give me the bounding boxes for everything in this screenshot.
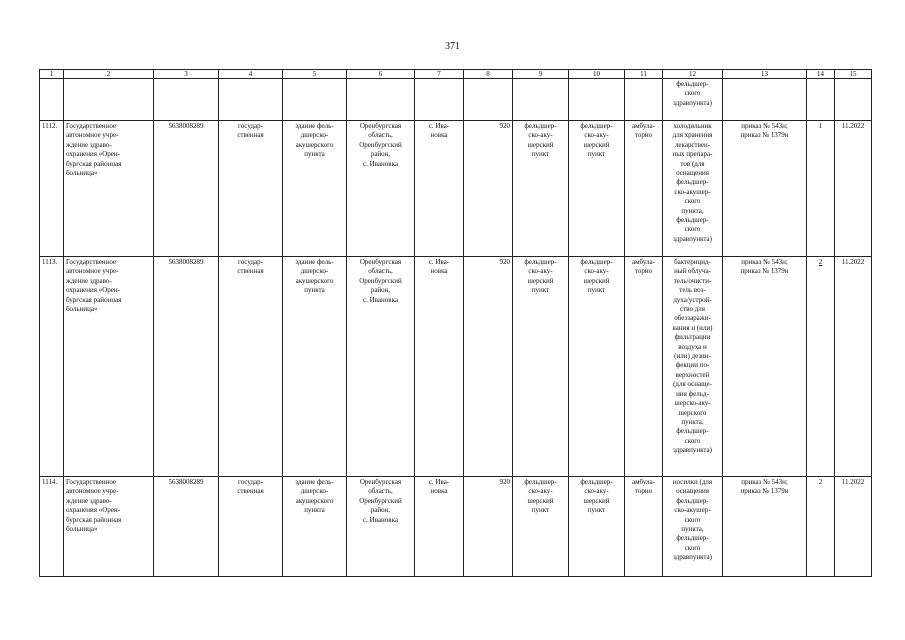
cell-quantity: 1 [807, 121, 835, 257]
cell-care-mode: амбула- торно [625, 257, 663, 477]
column-header-4: 4 [219, 70, 283, 79]
column-header-14: 14 [807, 70, 835, 79]
cell-ownership-form: государ- ственная [219, 121, 283, 257]
column-header-6: 6 [347, 70, 415, 79]
cell-settlement: с. Ива- новка [415, 477, 464, 577]
table-row [40, 121, 872, 257]
table-row [40, 477, 872, 577]
cell-facility-type-1: фельдшер- ско-аку- шерский пункт [513, 121, 569, 257]
cell-address: Оренбургская область, Оренбургский район, с. Ивановка [347, 257, 415, 477]
column-header-9: 9 [513, 70, 569, 79]
cell-row-number: 1113. [40, 257, 64, 477]
cell-care-mode: амбула- торно [625, 477, 663, 577]
cell-row-number: 1112. [40, 121, 64, 257]
cell-organization-name: Государственное автономное учре- ждение здраво- охранения «Орен- бургская районная больница» [64, 121, 154, 257]
cell-address: Оренбургская область, Оренбургский район, с. Ивановка [347, 121, 415, 257]
column-header-7: 7 [415, 70, 464, 79]
cell-row-number: 1114. [40, 477, 64, 577]
column-header-15: 15 [835, 70, 872, 79]
cell-order-reference: приказ № 543н; приказ № 1379н [723, 121, 807, 257]
column-header-11: 11 [625, 70, 663, 79]
cell-facility-type-2: фельдшер- ско-аку- шерский пункт [569, 477, 625, 577]
column-header-1: 1 [40, 70, 64, 79]
cell-address: Оренбургская область, Оренбургский район, с. Ивановка [347, 477, 415, 577]
register-table [39, 69, 872, 577]
cell-equipment: холодильник для хранения лекарствен- ных препара- тов (для оснащения фельдшер- ско-акушер- ского пункта, фельдшер- ского здравпункта) [663, 121, 723, 257]
column-header-12: 12 [663, 70, 723, 79]
cell-code: 920 [464, 257, 513, 477]
cell-due-date: 11.2022 [835, 121, 872, 257]
cell-order-reference: приказ № 543н; приказ № 1379н [723, 477, 807, 577]
column-header-5: 5 [283, 70, 347, 79]
cell-code: 920 [464, 121, 513, 257]
cell-code: 920 [464, 477, 513, 577]
cell-quantity: 2 [807, 257, 835, 477]
cell-building-type: здание фель- дшерско- акушерского пункта [283, 477, 347, 577]
cell-settlement: с. Ива- новка [415, 121, 464, 257]
cell-due-date: 11.2022 [835, 257, 872, 477]
column-header-10: 10 [569, 70, 625, 79]
column-header-8: 8 [464, 70, 513, 79]
table-row [40, 257, 872, 477]
cell-facility-type-2: фельдшер- ско-аку- шерский пункт [569, 121, 625, 257]
cell-quantity: 2 [807, 477, 835, 577]
column-header-2: 2 [64, 70, 154, 79]
column-header-13: 13 [723, 70, 807, 79]
cell-ownership-form: государ- ственная [219, 257, 283, 477]
cell-inn: 5638008289 [154, 477, 219, 577]
page-number: 371 [445, 41, 460, 52]
cell-facility-type-2: фельдшер- ско-аку- шерский пункт [569, 257, 625, 477]
cell-inn: 5638008289 [154, 121, 219, 257]
column-header-3: 3 [154, 70, 219, 79]
continuation-row [40, 79, 872, 121]
header-row [40, 70, 872, 79]
cell-care-mode: амбула- торно [625, 121, 663, 257]
cell-ownership-form: государ- ственная [219, 477, 283, 577]
cell-equipment: носилки (для оснащения фельдшер- ско-акушер- ского пункта, фельдшер- ского здравпункта) [663, 477, 723, 577]
cell-facility-type-1: фельдшер- ско-аку- шерский пункт [513, 477, 569, 577]
cell-order-reference: приказ № 543н; приказ № 1379н [723, 257, 807, 477]
cell-inn: 5638008289 [154, 257, 219, 477]
cell-facility-type-1: фельдшер- ско-аку- шерский пункт [513, 257, 569, 477]
cell-equipment: бактерицид- ный облуча- тель/очисти- тель воз- духа/устрой- ство для обеззаражи- вания и (или) фильтрации воздуха и (или) дезин- фекции по- верхностей (для оснаще- ния фельд- шерско-аку- шерского пункта, фельдшер- ского здравпункта) [663, 257, 723, 477]
cell-settlement: с. Ива- новка [415, 257, 464, 477]
cell-organization-name: Государственное автономное учре- ждение здраво- охранения «Орен- бургская районная больница» [64, 477, 154, 577]
cell-due-date: 11.2022 [835, 477, 872, 577]
cell-building-type: здание фель- дшерско- акушерского пункта [283, 257, 347, 477]
cell-building-type: здание фель- дшерско- акушерского пункта [283, 121, 347, 257]
cell-organization-name: Государственное автономное учре- ждение здраво- охранения «Орен- бургская районная больница» [64, 257, 154, 477]
continuation-cell-equipment: фельдшер- ского здравпункта) [663, 79, 723, 121]
